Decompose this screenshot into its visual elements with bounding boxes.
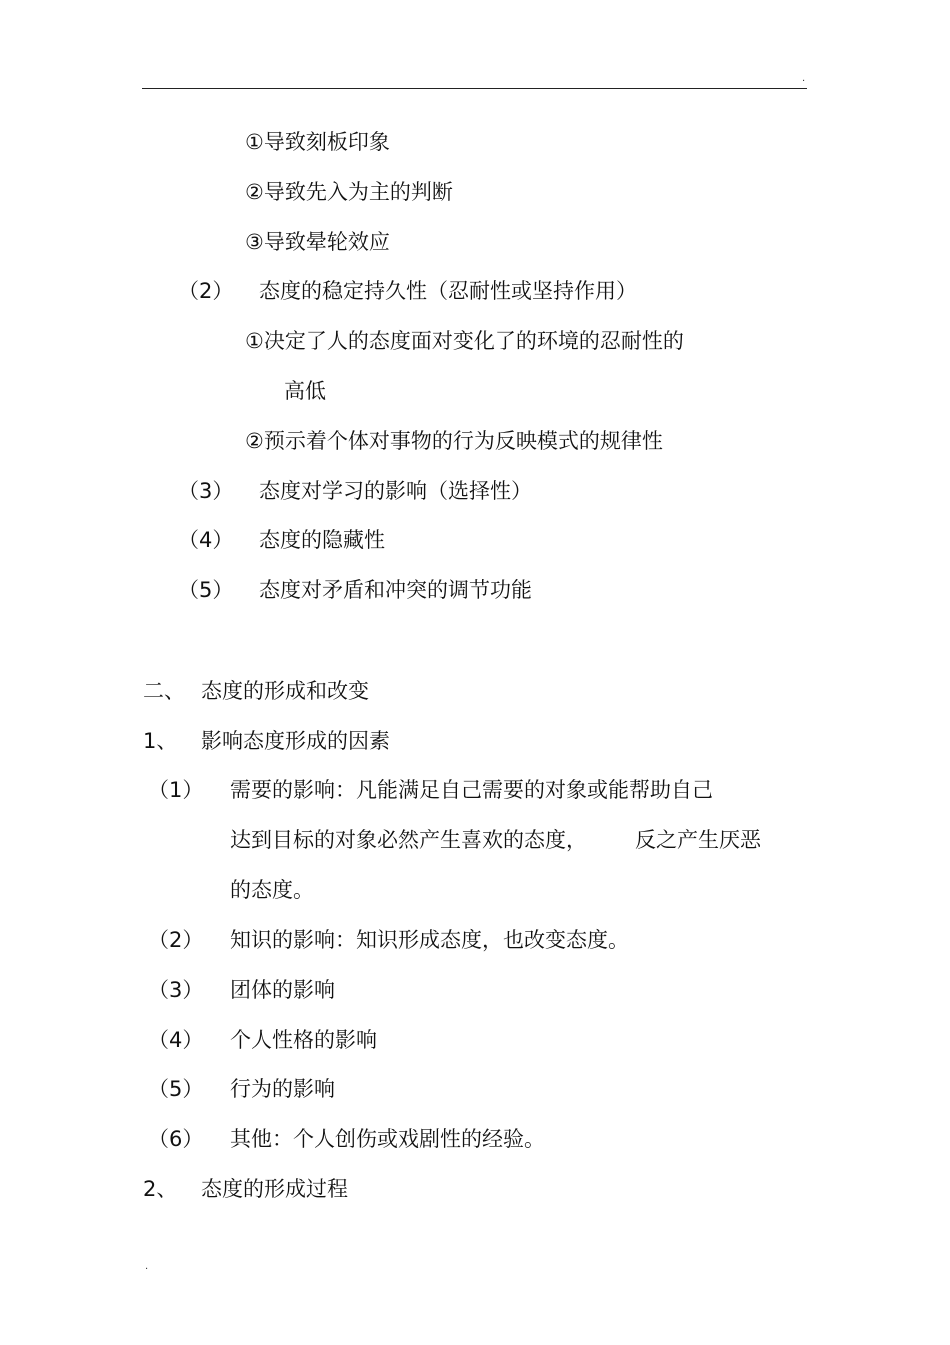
list1-item-2: ②导致先入为主的判断 (245, 180, 453, 204)
item4-number: （4） (178, 528, 234, 552)
factor-4-text: 个人性格的影响 (230, 1028, 377, 1052)
footer-mark: . (145, 1261, 149, 1272)
factor-1-line3: 的态度。 (230, 878, 314, 902)
header-mark: . (802, 73, 806, 84)
factor-1-number: （1） (148, 778, 204, 802)
section2-number: 二、 (143, 679, 185, 703)
list1-item-3: ③导致晕轮效应 (245, 230, 390, 254)
list2-a-line2: 高低 (284, 379, 326, 403)
item5-text: 态度对矛盾和冲突的调节功能 (259, 578, 532, 602)
factor-1-line2a: 达到目标的对象必然产生喜欢的态度， (230, 828, 587, 852)
factor-2-text: 知识的影响：知识形成态度，也改变态度。 (230, 928, 629, 952)
factor-4-number: （4） (148, 1028, 204, 1052)
factor-1-line1: 需要的影响：凡能满足自己需要的对象或能帮助自己 (230, 778, 713, 802)
item5-number: （5） (178, 578, 234, 602)
factor-3-text: 团体的影响 (230, 978, 335, 1002)
sub1-heading: 影响态度形成的因素 (201, 729, 390, 753)
item2-text: 态度的稳定持久性（忍耐性或坚持作用） (259, 279, 637, 303)
factor-1-line2 (230, 826, 761, 854)
item2-number: （2） (178, 279, 234, 303)
factor-2-number: （2） (148, 928, 204, 952)
factor-1-line2b: 反之产生厌恶 (635, 828, 761, 852)
factor-5-number: （5） (148, 1077, 204, 1101)
item3-text: 态度对学习的影响（选择性） (259, 479, 532, 503)
factor-6-text: 其他：个人创伤或戏剧性的经验。 (230, 1127, 545, 1151)
factor-3-number: （3） (148, 978, 204, 1002)
section2-heading: 态度的形成和改变 (201, 679, 369, 703)
list2-a-line1: ①决定了人的态度面对变化了的环境的忍耐性的 (245, 329, 684, 353)
item4-text: 态度的隐藏性 (259, 528, 385, 552)
sub2-number: 2、 (143, 1177, 178, 1201)
factor-6-number: （6） (148, 1127, 204, 1151)
item3-number: （3） (178, 479, 234, 503)
sub2-heading: 态度的形成过程 (201, 1177, 348, 1201)
header-rule (142, 88, 807, 89)
sub1-number: 1、 (143, 729, 178, 753)
list1-item-1: ①导致刻板印象 (245, 130, 390, 154)
list2-b: ②预示着个体对事物的行为反映模式的规律性 (245, 429, 663, 453)
factor-5-text: 行为的影响 (230, 1077, 335, 1101)
